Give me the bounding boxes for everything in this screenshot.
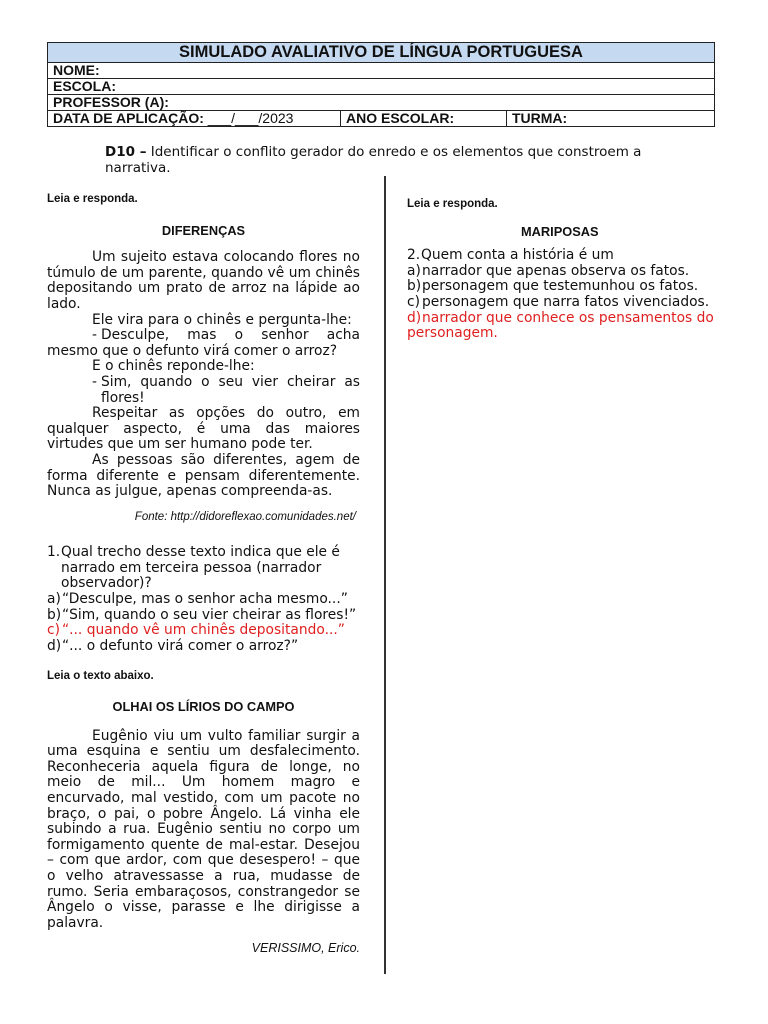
question-2: 2. Quem conta a história é um a) narrador que apenas observa os fatos. b) personagem que testemunhou os fatos. c) personagem que narra fatos vivenciados. d)narrador que conhece os pensamentos do personagem.	[407, 248, 719, 342]
option-a[interactable]: a) “Desculpe, mas o senhor acha mesmo...”	[47, 591, 348, 608]
teacher-field[interactable]: PROFESSOR (A):	[48, 95, 715, 111]
author-citation: VERISSIMO, Erico.	[251, 941, 360, 956]
dialogue-line: - Sim, quando o seu vier cheirar as flores!	[92, 373, 360, 406]
date-value: ___/___/2023	[203, 110, 294, 126]
option-c-answer[interactable]: c) “... quando vê um chinês depositando...”	[47, 622, 345, 639]
option-a[interactable]: a) narrador que apenas observa os fatos.	[407, 262, 690, 279]
option-b[interactable]: b) personagem que testemunhou os fatos.	[407, 278, 699, 295]
option-d-answer[interactable]: d)narrador que conhece os pensamentos do personagem.	[407, 309, 714, 342]
exam-title: SIMULADO AVALIATIVO DE LÍNGUA PORTUGUESA	[48, 43, 715, 63]
question-text: Quem conta a história é um	[421, 247, 614, 264]
descriptor-code: D10 –	[105, 144, 147, 160]
source-citation: Fonte: http://didoreflexao.comunidades.net/	[134, 510, 356, 523]
text-title-mariposas: MARIPOSAS	[521, 223, 599, 239]
date-label: DATA DE APLICAÇÃO:	[53, 110, 204, 126]
right-column	[407, 197, 719, 342]
paragraph: Ele vira para o chinês e pergunta-lhe:	[92, 311, 352, 328]
paragraph: mesmo que o defunto virá comer o arroz?	[47, 342, 338, 359]
school-field[interactable]: ESCOLA:	[48, 79, 715, 95]
question-text: Qual trecho desse texto indica que ele é narrado em terceira pessoa (narrador observador)?	[61, 544, 340, 592]
option-d[interactable]: d) “... o defunto virá comer o arroz?”	[47, 637, 299, 654]
instruction-3: Leia e responda.	[407, 198, 498, 210]
instruction-1: Leia e responda.	[47, 193, 138, 205]
paragraph: Um sujeito estava colocando flores no túmulo de um parente, quando vê um chinês depositando um prato de arroz na lápide ao lado.	[47, 249, 360, 312]
text-title-lirios: OLHAI OS LÍRIOS DO CAMPO	[112, 699, 295, 715]
header-table	[47, 42, 715, 127]
option-c[interactable]: c) personagem que narra fatos vivenciados.	[407, 293, 710, 310]
option-b[interactable]: b) “Sim, quando o seu vier cheirar as flores!”	[47, 606, 357, 623]
instruction-2: Leia o texto abaixo.	[47, 670, 154, 683]
dialogue-line: - Desculpe, mas o senhor acha	[92, 327, 360, 344]
question-1: 1. Qual trecho desse texto indica que ele é narrado em terceira pessoa (narrador observador)? a) “Desculpe, mas o senhor acha mesmo...” b) “Sim, quando o seu vier cheirar as flores!” c) “... quando vê um chinês depositando...” d) “... o defunto virá comer o arroz?”	[47, 545, 360, 654]
paragraph: E o chinês reponde-lhe:	[92, 358, 255, 375]
class-field[interactable]: TURMA:	[507, 111, 715, 127]
paragraph: As pessoas são diferentes, agem de forma diferente e pensam diferentemente. Nunca as julgue, apenas compreenda-as.	[47, 451, 360, 500]
paragraph: Respeitar as opções do outro, em qualquer aspecto, é uma das maiores virtudes que um ser humano pode ter.	[47, 405, 360, 453]
column-divider	[384, 176, 386, 974]
grade-field[interactable]: ANO ESCOLAR:	[341, 111, 507, 127]
descriptor-text: Identificar o conflito gerador do enredo e os elementos que constroem a narrativa.	[105, 144, 642, 176]
descriptor	[105, 144, 705, 176]
date-field[interactable]	[48, 111, 341, 127]
text-title-diferencas: DIFERENÇAS	[161, 222, 246, 238]
left-column	[47, 190, 360, 957]
paragraph: Eugênio viu um vulto familiar surgir a uma esquina e sentiu um desfalecimento. Reconheceria aquela figura de longe, no meio de mil... Um homem magro e encurvado, mal vestido, com um pacote no braço, o pai, o pobre Ângelo. Lá vinha ele subindo a rua. Eugênio sentiu no corpo um formigamento quente de mal-estar. Desejou – com que ardor, com que desespero! – que o velho atravessasse a rua, mudasse de rumo. Seria embaraçosos, constrangedor se Ângelo o visse, parasse e lhe dirigisse a palavra.	[47, 727, 360, 931]
name-field[interactable]: NOME:	[48, 63, 715, 79]
